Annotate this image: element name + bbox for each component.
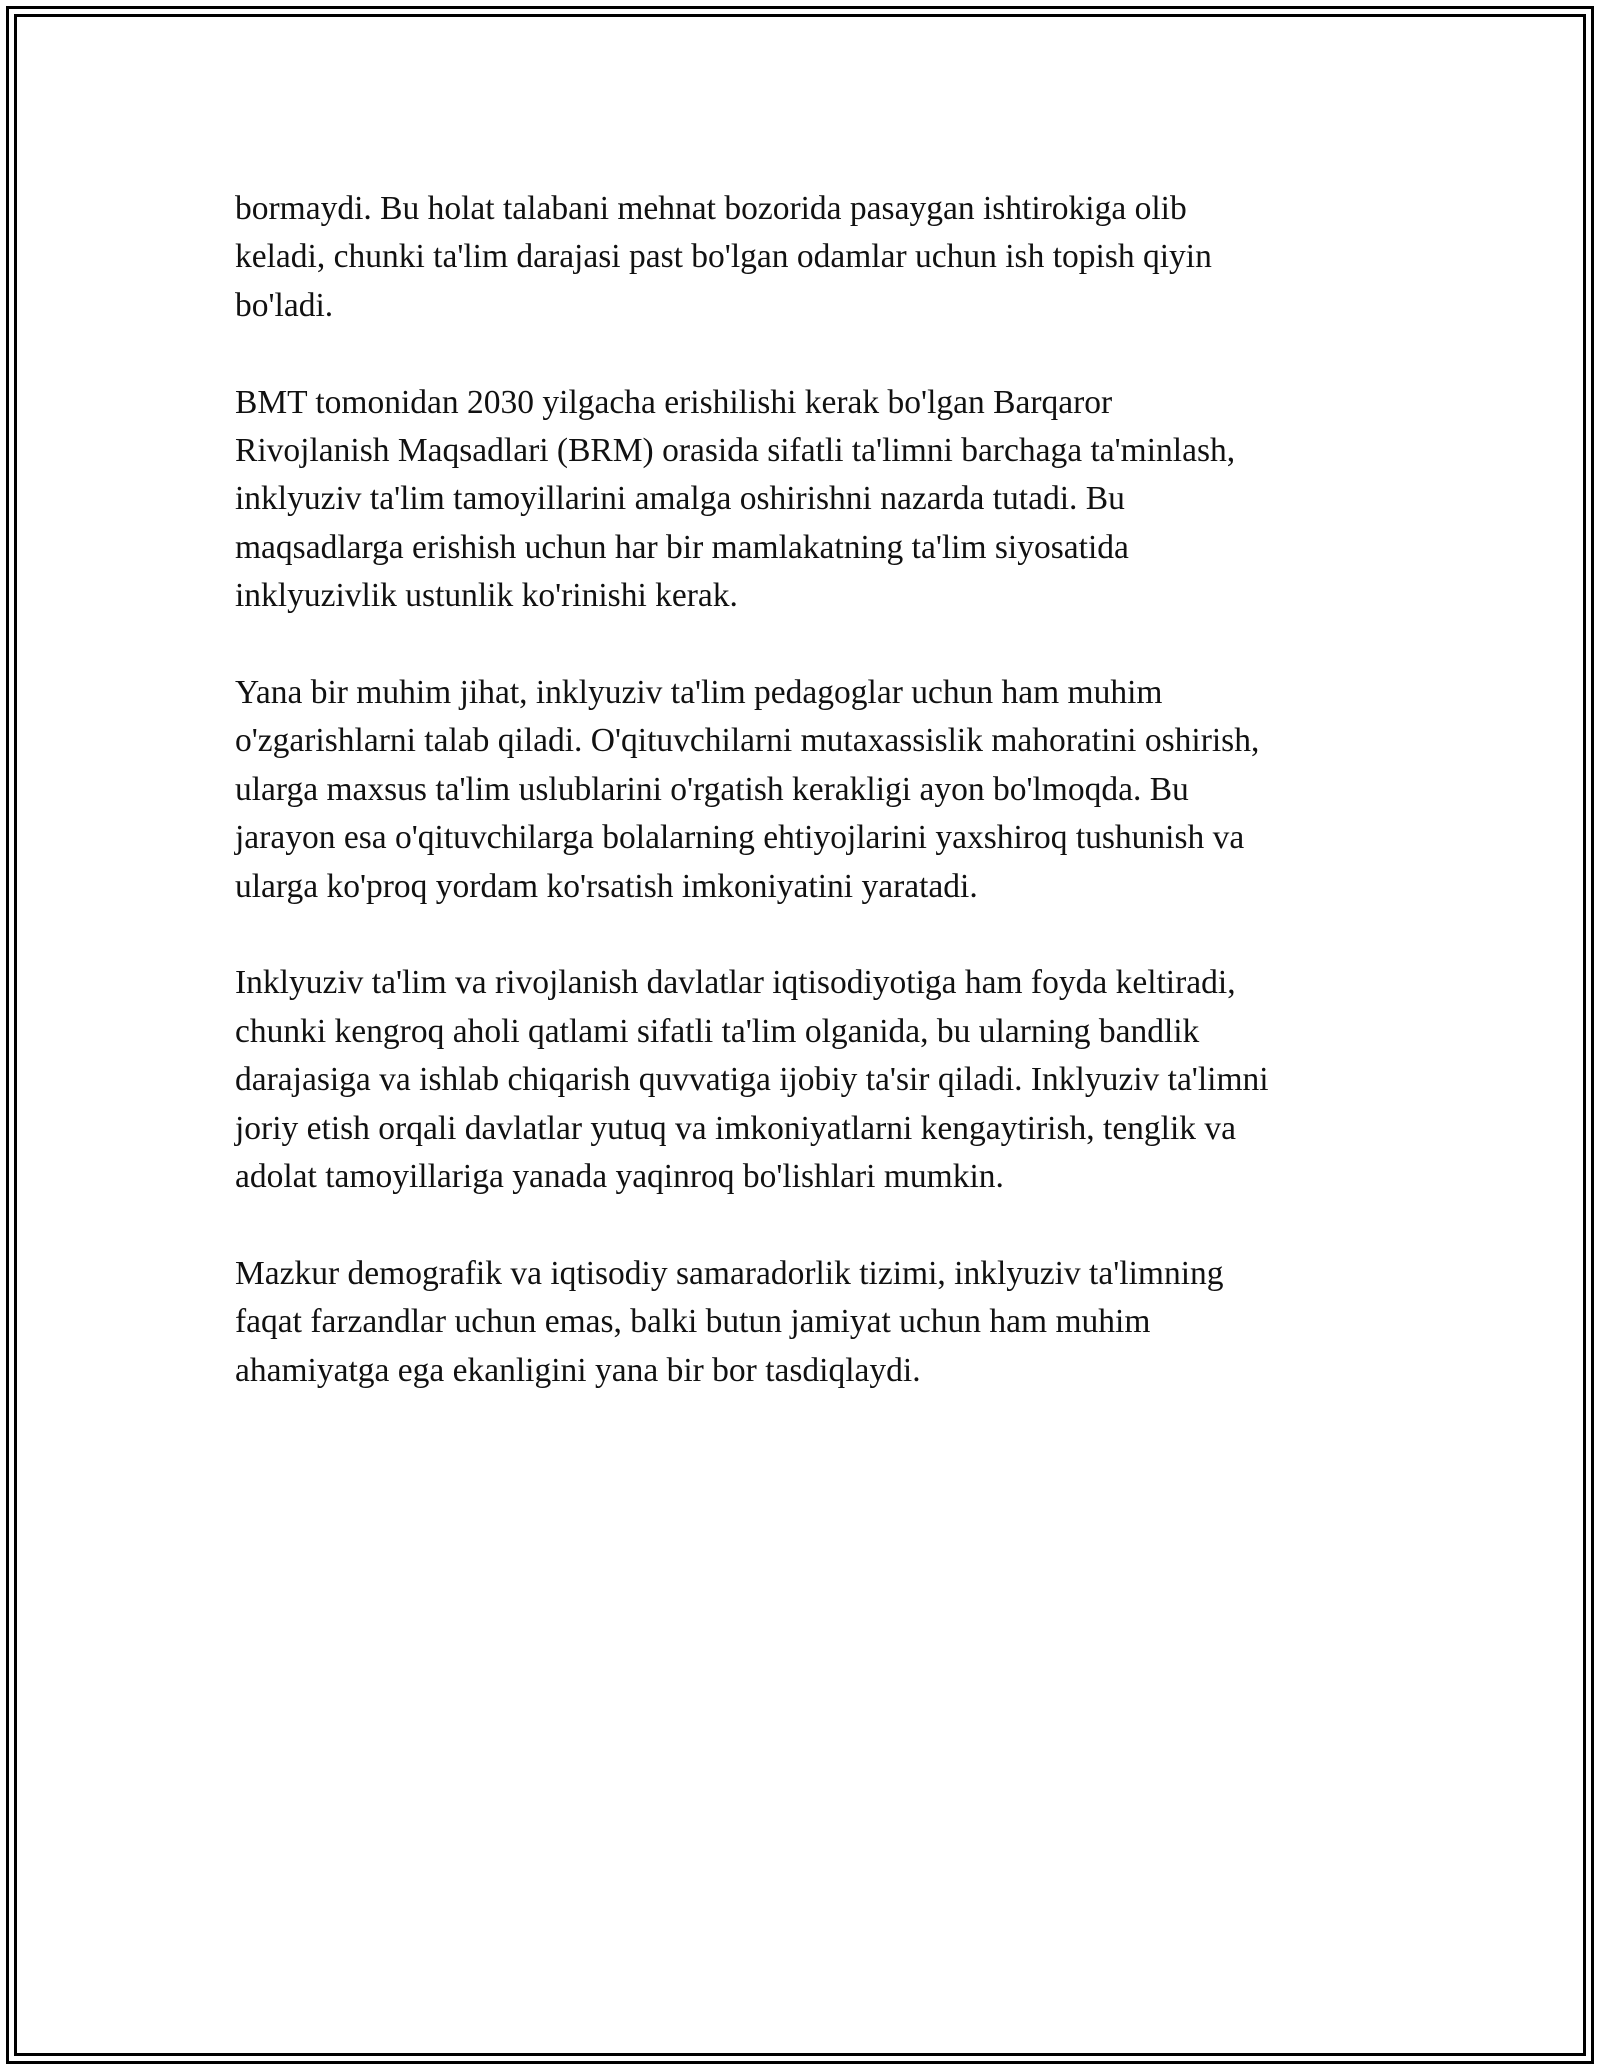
text-line: bormaydi. Bu holat talabani mehnat bozorida pasaygan ishtirokiga olib [235, 190, 1187, 227]
paragraph-1 [235, 185, 1380, 330]
paragraph-3 [235, 669, 1380, 911]
text-line: jarayon esa o'qituvchilarga bolalarning ehtiyojlarini yaxshiroq tushunish va [235, 819, 1245, 857]
paragraph-2 [235, 379, 1380, 621]
text-line: ahamiyatga ega ekanligini yana bir bor tasdiqlaydi. [235, 1351, 921, 1389]
text-line: chunki kengroq aholi qatlami sifatli ta'lim olganida, bu ularning bandlik [235, 1012, 1200, 1050]
text-line: maqsadlarga erishish uchun har bir mamlakatning ta'lim siyosatida [235, 528, 1129, 566]
text-line: BMT tomonidan 2030 yilgacha erishilishi kerak bo'lgan Barqaror [235, 383, 1113, 421]
text-line: Inklyuziv ta'lim va rivojlanish davlatlar iqtisodiyotiga ham foyda keltiradi, [235, 964, 1236, 1002]
text-line: joriy etish orqali davlatlar yutuq va imkoniyatlarni kengaytirish, tenglik va [235, 1109, 1237, 1147]
text-line: Rivojlanish Maqsadlari (BRM) orasida sifatli ta'limni barchaga ta'minlash, [235, 432, 1236, 470]
text-line: adolat tamoyillariga yanada yaqinroq bo'lishlari mumkin. [235, 1158, 1004, 1196]
paragraph-5 [235, 1250, 1380, 1395]
text-line: Mazkur demografik va iqtisodiy samaradorlik tizimi, inklyuziv ta'limning [235, 1254, 1224, 1292]
document-body [235, 185, 1380, 1443]
paragraph-4 [235, 959, 1380, 1201]
text-line: inklyuziv ta'lim tamoyillarini amalga oshirishni nazarda tutadi. Bu [235, 480, 1125, 518]
text-line: ularga ko'proq yordam ko'rsatish imkoniyatini yaratadi. [235, 867, 978, 905]
text-line: Yana bir muhim jihat, inklyuziv ta'lim pedagoglar uchun ham muhim [235, 674, 1163, 712]
text-line: faqat farzandlar uchun emas, balki butun jamiyat uchun ham muhim [235, 1303, 1151, 1341]
text-line: bo'ladi. [235, 286, 334, 324]
text-line: o'zgarishlarni talab qiladi. O'qituvchilarni mutaxassislik mahoratini oshirish, [235, 722, 1260, 760]
text-line: darajasiga va ishlab chiqarish quvvatiga ijobiy ta'sir qiladi. Inklyuziv ta'limni [235, 1061, 1269, 1099]
text-line: keladi, chunki ta'lim darajasi past bo'lgan odamlar uchun ish topish qiyin [235, 238, 1212, 276]
text-line: inklyuzivlik ustunlik ko'rinishi kerak. [235, 577, 738, 615]
text-line: ularga maxsus ta'lim uslublarini o'rgatish kerakligi ayon bo'lmoqda. Bu [235, 770, 1189, 808]
